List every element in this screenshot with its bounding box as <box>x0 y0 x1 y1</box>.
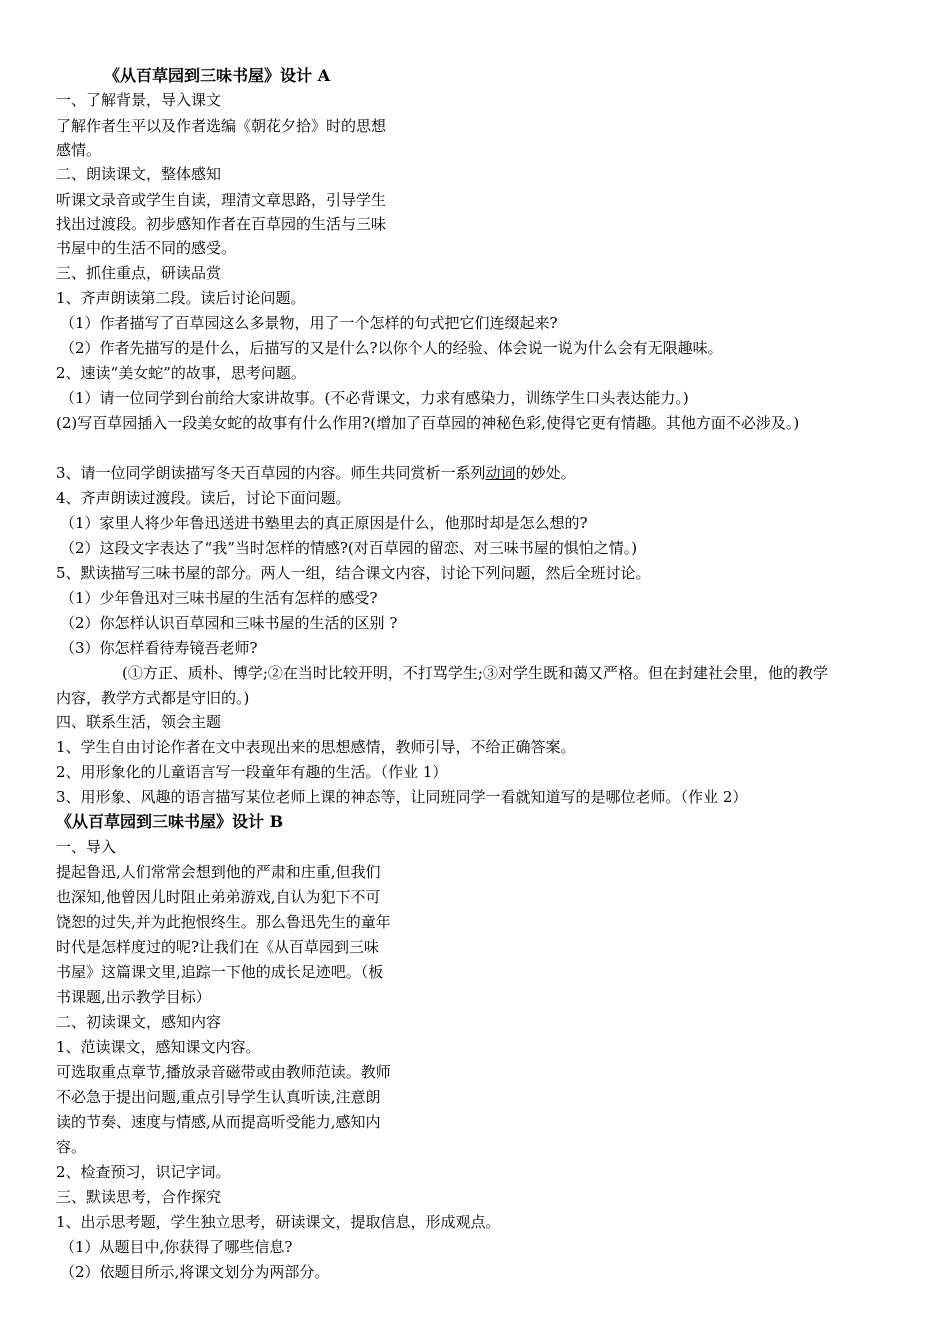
paragraph-line: 容。 <box>56 1138 87 1156</box>
paragraph-line: 书课题,出示教学目标） <box>56 988 211 1006</box>
section-heading: 二、朗读课文，整体感知 <box>56 165 222 183</box>
paragraph-line: 提起鲁迅,人们常常会想到他的严肃和庄重,但我们 <box>56 863 381 881</box>
paragraph-line: 读的节奏、速度与情感,从而提高听受能力,感知内 <box>56 1113 381 1131</box>
question-item: （1）少年鲁迅对三味书屋的生活有怎样的感受? <box>60 589 378 607</box>
design-b-title: 《从百草园到三味书屋》设计 B <box>56 812 284 831</box>
list-item: 2、检查预习，识记字词。 <box>56 1163 231 1181</box>
answer-line: (①方正、质朴、博学;②在当时比较开明，不打骂学生;③对学生既和蔼又严格。但在封建社会里，他的教学 <box>122 664 828 682</box>
list-item: 4、齐声朗读过渡段。读后，讨论下面问题。 <box>56 489 351 507</box>
design-a-title: 《从百草园到三味书屋》设计 A <box>104 66 330 85</box>
list-item: 2、用形象化的儿童语言写一段童年有趣的生活。（作业 1） <box>56 763 448 781</box>
question-item: （3）你怎样看待寿镜吾老师? <box>60 639 258 657</box>
paragraph-line: 不必急于提出问题,重点引导学生认真听读,注意朗 <box>56 1088 381 1106</box>
paragraph-line: 书屋中的生活不同的感受。 <box>56 239 237 257</box>
list-item: 1、学生自由讨论作者在文中表现出来的思想感情，教师引导，不给正确答案。 <box>56 738 576 756</box>
question-item: （1）家里人将少年鲁迅送进书塾里去的真正原因是什么，他那时却是怎么想的? <box>60 514 588 532</box>
question-item: (2)写百草园插入一段美女蛇的故事有什么作用?(增加了百草园的神秘色彩,使得它更有情趣。其他方面不必涉及。) <box>56 414 800 432</box>
paragraph-line: 找出过渡段。初步感知作者在百草园的生活与三味 <box>56 215 387 233</box>
paragraph-line: 感情。 <box>56 141 102 159</box>
paragraph-line: 也深知,他曾因儿时阻止弟弟游戏,自认为犯下不可 <box>56 888 381 906</box>
paragraph-line: 时代是怎样度过的呢?让我们在《从百草园到三味 <box>56 938 380 956</box>
question-item: （2）作者先描写的是什么，后描写的又是什么?以你个人的经验、体会说一说为什么会有无限趣味。 <box>60 339 723 357</box>
question-item: （2）依题目所示,将课文划分为两部分。 <box>60 1263 330 1281</box>
list-item: 1、齐声朗读第二段。读后讨论问题。 <box>56 289 306 307</box>
list-item <box>56 463 576 483</box>
section-heading: 四、联系生活，领会主题 <box>56 713 222 731</box>
paragraph-line: 听课文录音或学生自读，理清文章思路，引导学生 <box>56 191 387 209</box>
section-heading: 三、默读思考，合作探究 <box>56 1188 222 1206</box>
list-item: 3、用形象、风趣的语言描写某位老师上课的神态等，让同班同学一看就知道写的是哪位老师。（作业 2） <box>56 788 748 806</box>
paragraph-line: 书屋》这篇课文里,追踪一下他的成长足迹吧。（板 <box>56 963 384 981</box>
list-item: 1、范读课文，感知课文内容。 <box>56 1038 261 1056</box>
question-item: （2）这段文字表达了“我”当时怎样的情感?(对百草园的留恋、对三味书屋的惧怕之情。) <box>60 539 638 557</box>
text-segment: 3、请一位同学朗读描写冬天百草园的内容。师生共同赏析一系列 <box>56 464 486 482</box>
paragraph-line: 了解作者生平以及作者选编《朝花夕拾》时的思想 <box>56 117 387 135</box>
section-heading: 一、了解背景，导入课文 <box>56 91 222 109</box>
list-item: 1、出示思考题，学生独立思考，研读课文，提取信息，形成观点。 <box>56 1213 501 1231</box>
question-item: （2）你怎样认识百草园和三味书屋的生活的区别 ? <box>60 614 398 632</box>
list-item: 5、默读描写三味书屋的部分。两人一组，结合课文内容，讨论下列问题，然后全班讨论。 <box>56 564 651 582</box>
question-item: （1）请一位同学到台前给大家讲故事。(不必背课文，力求有感染力，训练学生口头表达能力。) <box>60 389 689 407</box>
question-item: （1）从题目中,你获得了哪些信息? <box>60 1238 293 1256</box>
question-item: （1）作者描写了百草园这么多景物，用了一个怎样的句式把它们连缀起来? <box>60 314 558 332</box>
paragraph-line: 可选取重点章节,播放录音磁带或由教师范读。教师 <box>56 1063 391 1081</box>
text-segment: 的妙处。 <box>515 464 576 482</box>
answer-line: 内容，教学方式都是守旧的。) <box>56 689 250 707</box>
section-heading: 二、初读课文，感知内容 <box>56 1013 222 1031</box>
section-heading: 三、抓住重点，研读品赏 <box>56 264 222 282</box>
paragraph-line: 饶恕的过失,并为此抱恨终生。那么鲁迅先生的童年 <box>56 913 391 931</box>
list-item: 2、速读“美女蛇”的故事，思考问题。 <box>56 364 306 382</box>
section-heading: 一、导入 <box>56 838 117 856</box>
underlined-word: 动词 <box>485 464 516 482</box>
